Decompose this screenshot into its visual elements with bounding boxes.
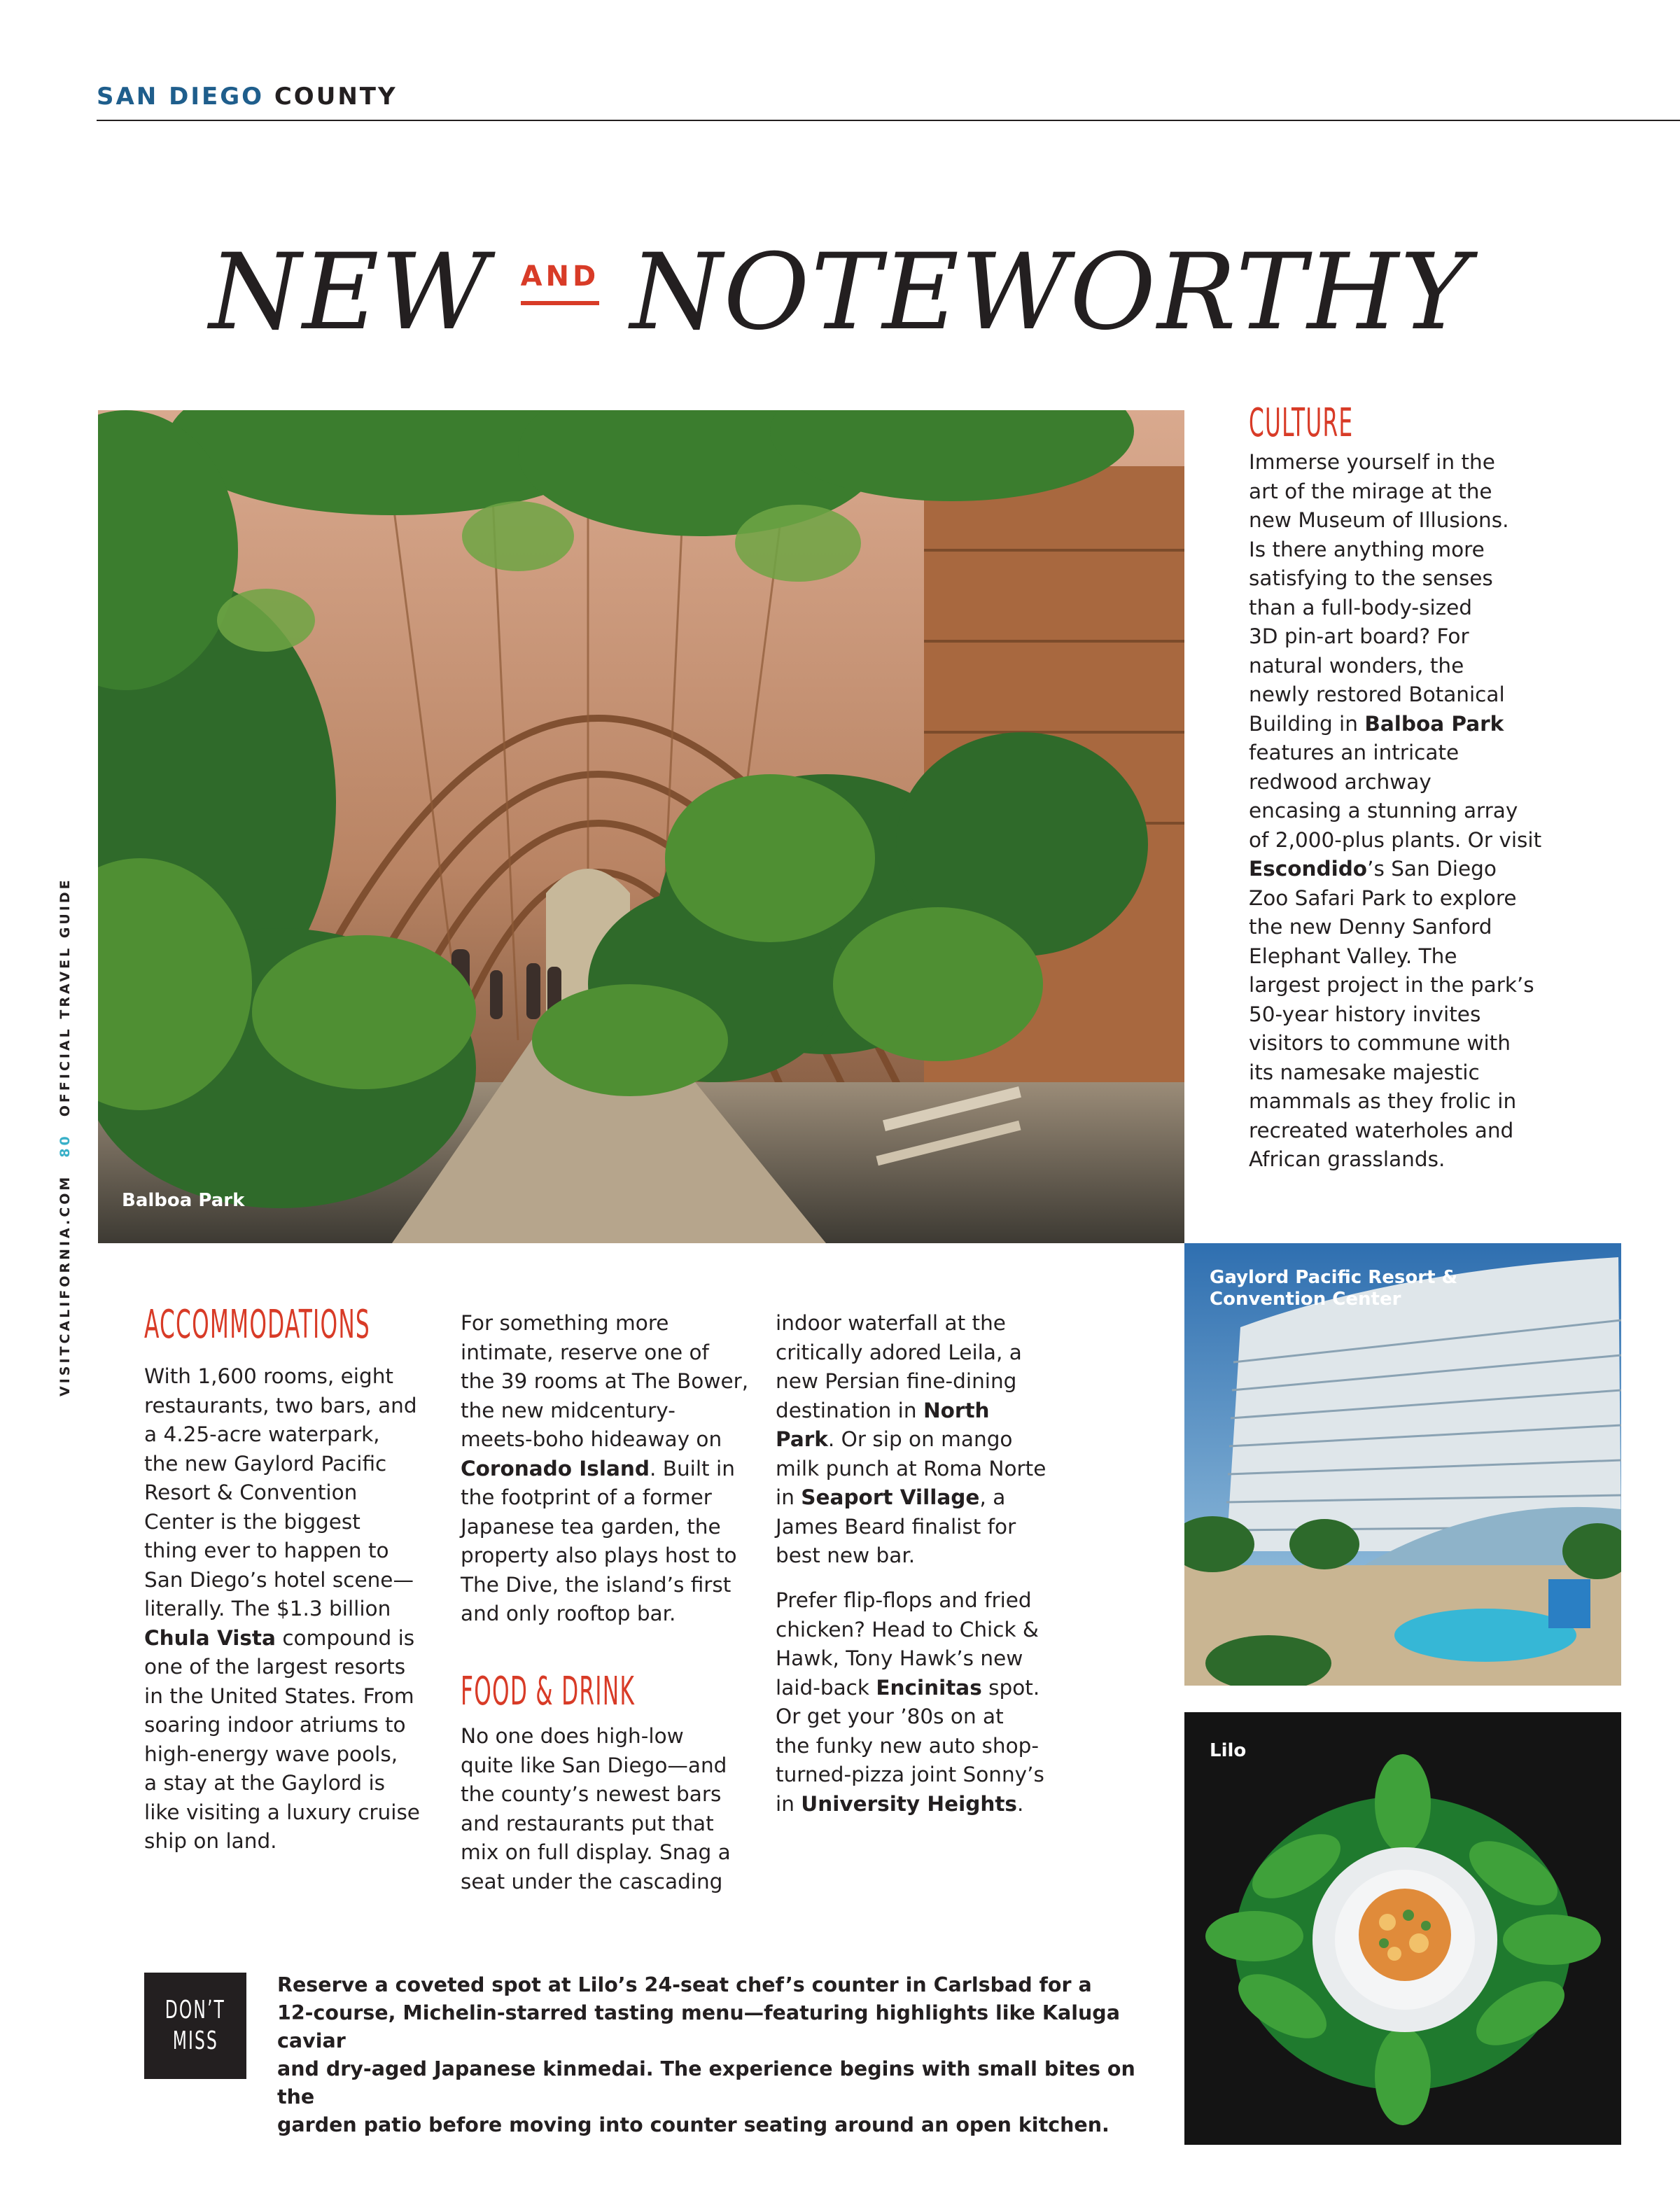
encinitas-highlight: Encinitas bbox=[876, 1675, 982, 1700]
dont-miss-line1: DON’T bbox=[164, 1996, 226, 2024]
gaylord-resort-photo bbox=[1184, 1243, 1621, 1686]
side-folio bbox=[57, 877, 73, 1396]
gaylord-caption-text: Gaylord Pacific Resort & Convention Center bbox=[1210, 1267, 1458, 1310]
leila-text-1: indoor waterfall at the critically adored Leila, a new Persian fine-dining destination in bbox=[776, 1311, 1022, 1422]
header-region: SAN DIEGO bbox=[97, 83, 265, 111]
dont-miss-text: Reserve a coveted spot at Lilo’s 24-seat chef’s counter in Carlsbad for a 12-course, Michelin-starred tasting menu—featuring highlights like Kaluga caviar and dry-aged Japanese kinmedai. The experience begins with small bites on the garden patio before moving into counter seating around an open kitchen. bbox=[277, 1973, 1135, 2136]
culture-body bbox=[1249, 448, 1543, 1175]
seaport-village-highlight: Seaport Village bbox=[801, 1485, 980, 1509]
escondido-highlight: Escondido bbox=[1249, 857, 1368, 881]
culture-text-1: Immerse yourself in the art of the mirage at the new Museum of Illusions. Is there anything more satisfying to the senses than a full-body-sized 3D pin-art board? For natural wonders, the newly restored Botanical Building in bbox=[1249, 450, 1509, 736]
leila-text-3: , a James Beard finalist for best new bar. bbox=[776, 1485, 1016, 1567]
gaylord-caption bbox=[1210, 1267, 1457, 1310]
accommodations-body bbox=[144, 1362, 431, 1856]
accommodations-continued bbox=[461, 1309, 755, 1629]
north-park-highlight: North Park bbox=[776, 1398, 990, 1451]
chick-hawk-paragraph bbox=[776, 1586, 1070, 1819]
chick-hawk-text-1: Prefer flip-flops and fried chicken? Head to Chick & Hawk, Tony Hawk’s new laid-back bbox=[776, 1588, 1039, 1700]
culture-text-2: features an intricate redwood archway encasing a stunning array of 2,000-plus plants. Or visit bbox=[1249, 741, 1542, 852]
header-divider bbox=[97, 120, 1680, 121]
food-drink-heading: FOOD & DRINK bbox=[461, 1669, 636, 1714]
food-drink-continued bbox=[776, 1309, 1070, 1571]
page-number: 80 bbox=[57, 1133, 73, 1158]
section-header bbox=[97, 83, 398, 111]
chula-vista-highlight: Chula Vista bbox=[144, 1625, 276, 1650]
food-drink-body: No one does high-low quite like San Diego—and the county’s newest bars and restaurants put that mix on full display. Snag a seat under the cascading bbox=[461, 1724, 731, 1893]
balboa-park-caption: Balboa Park bbox=[122, 1190, 245, 1211]
accommodations-heading: ACCOMMODATIONS bbox=[144, 1302, 370, 1348]
dont-miss-badge bbox=[144, 1973, 246, 2079]
bower-text-2: . Built in the footprint of a former Japanese tea garden, the property also plays host to The Dive, the island’s first and only rooftop bar. bbox=[461, 1456, 737, 1625]
side-guide: OFFICIAL TRAVEL GUIDE bbox=[57, 877, 73, 1117]
lilo-caption: Lilo bbox=[1210, 1740, 1247, 1761]
accommodations-text-1: With 1,600 rooms, eight restaurants, two bars, and a 4.25-acre waterpark, the new Gaylord Pacific Resort & Convention Center is the biggest thing ever to happen to San Diego’s hotel scene— literally. The $1.3 billion bbox=[144, 1364, 417, 1620]
lilo-dish-photo bbox=[1184, 1712, 1621, 2145]
bower-text-1: For something more intimate, reserve one of the 39 rooms at The Bower, the new midcentury- meets-boho hideaway on bbox=[461, 1311, 749, 1451]
university-heights-highlight: University Heights bbox=[801, 1791, 1017, 1816]
title-and: AND bbox=[521, 260, 600, 305]
chick-hawk-text-2: spot. Or get your ’80s on at the funky new auto shop- turned-pizza joint Sonny’s in bbox=[776, 1675, 1044, 1816]
culture-text-3: ’s San Diego Zoo Safari Park to explore the new Denny Sanford Elephant Valley. The largest project in the park’s 50-year history invites visitors to commune with its namesake majestic mammals as they frolic in recreated waterholes and African grasslands. bbox=[1249, 857, 1534, 1171]
dont-miss-line2: MISS bbox=[172, 2026, 218, 2055]
title-noteworthy: NOTEWORTHY bbox=[630, 232, 1471, 354]
header-county: COUNTY bbox=[274, 83, 398, 111]
chick-hawk-text-3: . bbox=[1017, 1791, 1024, 1816]
leila-text-2: . Or sip on mango milk punch at Roma Norte in bbox=[776, 1427, 1046, 1509]
accommodations-text-2: compound is one of the largest resorts in the United States. From soaring indoor atriums to high-energy wave pools, a stay at the Gaylord is like visiting a luxury cruise ship on land. bbox=[144, 1625, 420, 1853]
balboa-park-photo bbox=[98, 410, 1184, 1243]
balboa-park-highlight: Balboa Park bbox=[1364, 711, 1504, 736]
page-title bbox=[0, 232, 1680, 354]
culture-heading: CULTURE bbox=[1249, 400, 1354, 446]
side-site: VISITCALIFORNIA.COM bbox=[57, 1174, 73, 1396]
title-new: NEW bbox=[209, 232, 490, 354]
coronado-island-highlight: Coronado Island bbox=[461, 1456, 650, 1480]
